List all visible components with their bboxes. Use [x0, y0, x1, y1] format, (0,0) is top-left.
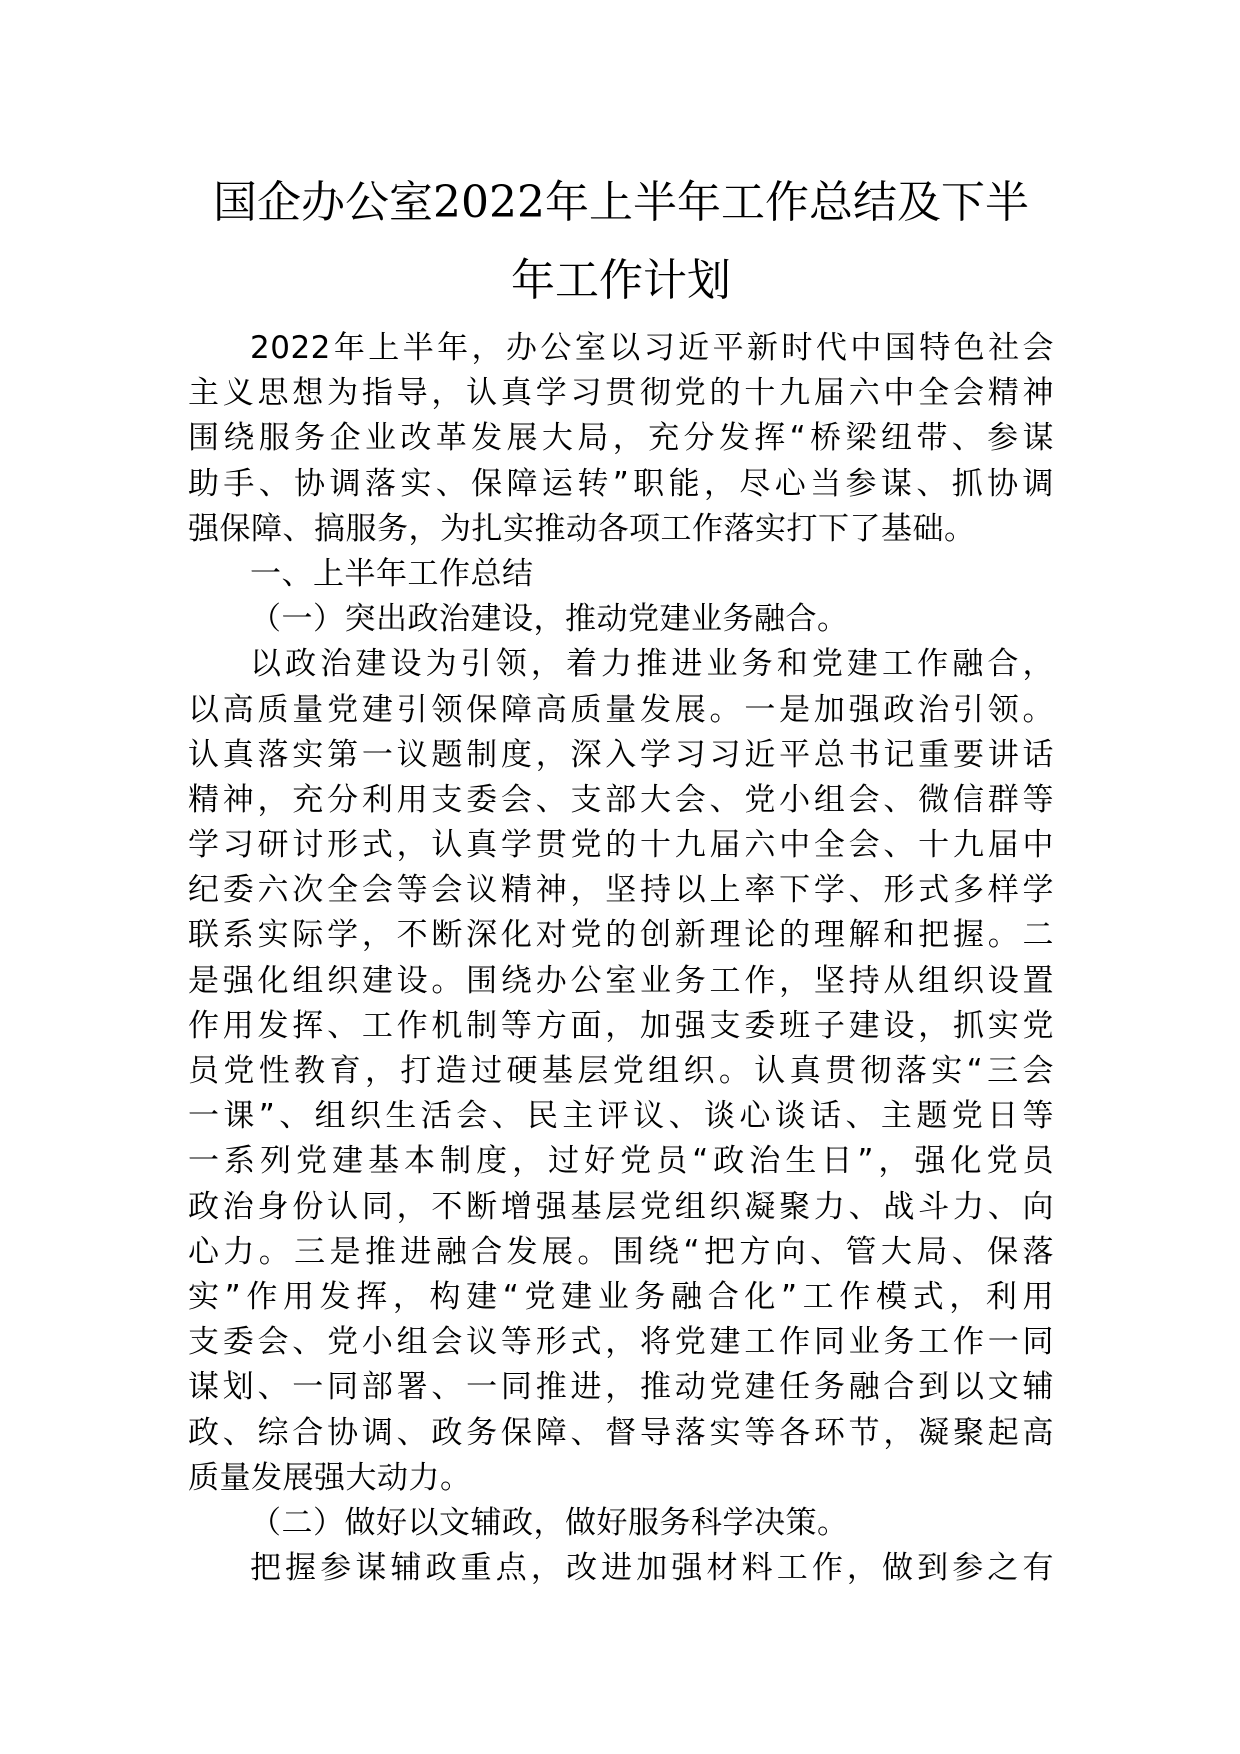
- body-text-line: 一课”、组织生活会、民主评议、谈心谈话、主题党日等: [188, 1098, 1054, 1135]
- document-title-line-1: 国企办公室2022年上半年工作总结及下半: [213, 177, 1029, 228]
- body-text-line: 认真落实第一议题制度，深入学习习近平总书记重要讲话: [188, 736, 1054, 773]
- body-text-line: 主义思想为指导，认真学习贯彻党的十九届六中全会精神: [188, 375, 1054, 412]
- body-text-line: 以高质量党建引领保障高质量发展。一是加强政治引领。: [188, 691, 1054, 728]
- body-text-line: 政治身份认同，不断增强基层党组织凝聚力、战斗力、向: [188, 1188, 1054, 1225]
- body-text-line: 支委会、党小组会议等形式，将党建工作同业务工作一同: [188, 1324, 1054, 1361]
- body-text-line: 精神，充分利用支委会、支部大会、党小组会、微信群等: [188, 781, 1054, 818]
- body-text-line: （一）突出政治建设，推动党建业务融合。: [250, 601, 849, 638]
- body-text-line: 助手、协调落实、保障运转”职能，尽心当参谋、抓协调: [188, 465, 1054, 502]
- body-text-line: 围绕服务企业改革发展大局，充分发挥“桥梁纽带、参谋: [188, 420, 1054, 457]
- body-text-line: 员党性教育，打造过硬基层党组织。认真贯彻落实“三会: [188, 1053, 1054, 1089]
- body-text-line: 质量发展强大动力。: [188, 1459, 472, 1496]
- body-text-line: 把握参谋辅政重点，改进加强材料工作，做到参之有: [250, 1550, 1054, 1587]
- body-text-line: 一、上半年工作总结: [250, 555, 534, 592]
- body-text-line: 作用发挥、工作机制等方面，加强支委班子建设，抓实党: [188, 1007, 1054, 1044]
- body-text-line: 是强化组织建设。围绕办公室业务工作，坚持从组织设置: [188, 962, 1054, 999]
- body-text-line: 政、综合协调、政务保障、督导落实等各环节，凝聚起高: [188, 1414, 1054, 1451]
- document-title-line-2: 年工作计划: [511, 255, 731, 306]
- body-text-line: 实”作用发挥，构建“党建业务融合化”工作模式，利用: [188, 1278, 1054, 1315]
- body-text-line: 心力。三是推进融合发展。围绕“把方向、管大局、保落: [188, 1233, 1054, 1270]
- body-text-line: 学习研讨形式，认真学贯党的十九届六中全会、十九届中: [188, 827, 1054, 864]
- body-text-line: 联系实际学，不断深化对党的创新理论的理解和把握。二: [188, 917, 1054, 954]
- body-text-line: 谋划、一同部署、一同推进，推动党建任务融合到以文辅: [188, 1369, 1054, 1406]
- body-text-line: 以政治建设为引领，着力推进业务和党建工作融合，: [250, 646, 1054, 683]
- body-text-line: 强保障、搞服务，为扎实推动各项工作落实打下了基础。: [188, 510, 976, 547]
- document-page: [188, 168, 1054, 1591]
- body-text-line: 2022年上半年，办公室以习近平新时代中国特色社会: [250, 330, 1054, 366]
- body-text-line: （二）做好以文辅政，做好服务科学决策。: [250, 1504, 849, 1541]
- body-text-line: 一系列党建基本制度，过好党员“政治生日”，强化党员: [188, 1143, 1054, 1180]
- body-text-line: 纪委六次全会等会议精神，坚持以上率下学、形式多样学: [188, 872, 1054, 909]
- document-body: [188, 326, 1054, 1591]
